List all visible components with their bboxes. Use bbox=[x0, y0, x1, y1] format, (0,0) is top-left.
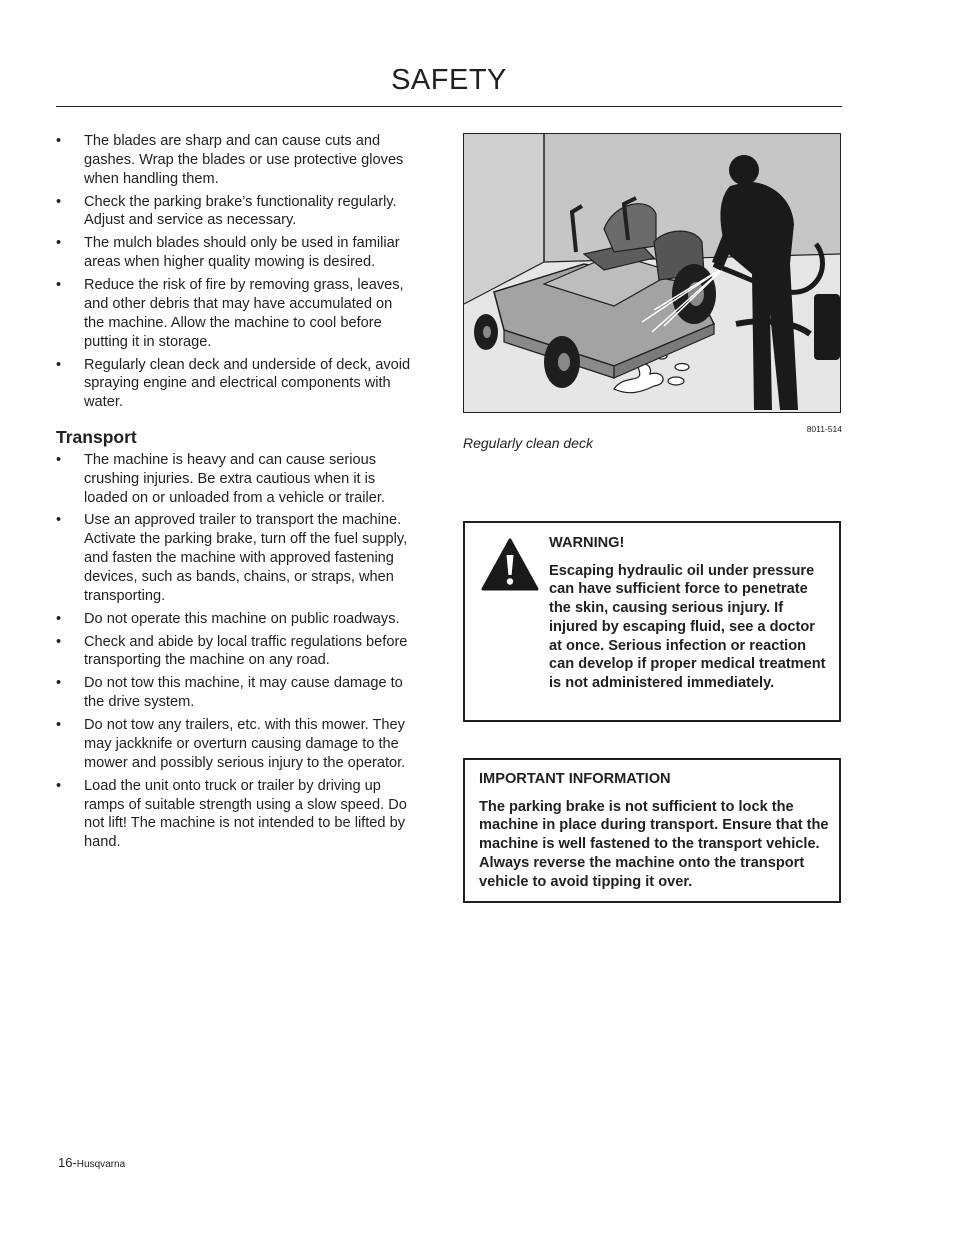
page-footer bbox=[58, 1155, 125, 1170]
list-item: • The machine is heavy and can cause serious crushing injuries. Be extra cautious when it is loaded on or unloaded from a vehicle or trailer. bbox=[56, 451, 385, 506]
list-item: • Do not tow any trailers, etc. with this mower. They may jackknife or overturn causing damage to the mower and possibly serious injury to the operator. bbox=[56, 717, 406, 771]
important-info-box bbox=[463, 758, 841, 903]
list-item: • Reduce the risk of fire by removing grass, leaves, and other debris that may have accumulated on the machine. Allow the machine to cool before putting it in storage. bbox=[56, 277, 404, 350]
list-item: • Do not operate this machine on public roadways. bbox=[56, 610, 400, 627]
safety-bullet-list bbox=[56, 132, 412, 412]
list-item: • The mulch blades should only be used in familiar areas when higher quality mowing is desired. bbox=[56, 235, 400, 271]
list-item: • The blades are sharp and can cause cuts and gashes. Wrap the blades or use protective gloves when handling them. bbox=[56, 133, 404, 187]
warning-triangle-icon bbox=[480, 537, 540, 597]
warning-body: Escaping hydraulic oil under pressure can have sufficient force to penetrate the skin, causing serious injury. If injured by escaping fluid, see a doctor at once. Serious infection or reaction can develop if proper medical treatment is not administered immediately. bbox=[549, 562, 826, 691]
deck-cleaning-illustration bbox=[463, 133, 841, 413]
list-item: • Do not tow this machine, it may cause damage to the drive system. bbox=[56, 675, 403, 711]
important-info-heading: IMPORTANT INFORMATION bbox=[479, 771, 671, 787]
important-info-body: The parking brake is not sufficient to lock the machine in place during transport. Ensure that the machine is well fastened to the transport vehicle. Always reverse the machine onto the transport vehicle to avoid tipping it over. bbox=[479, 798, 829, 890]
list-item: • Load the unit onto truck or trailer by driving up ramps of suitable strength using a slow speed. Do not lift! The machine is not intended to be lifted by hand. bbox=[56, 777, 407, 851]
important-info-text bbox=[479, 770, 831, 891]
list-item: • Check and abide by local traffic regulations before transporting the machine on any road. bbox=[56, 633, 408, 669]
warning-heading: WARNING! bbox=[549, 535, 625, 551]
warning-text bbox=[549, 534, 827, 693]
transport-heading: Transport bbox=[56, 426, 137, 447]
list-item: • Check the parking brake’s functionality regularly. Adjust and service as necessary. bbox=[56, 193, 397, 229]
title-divider bbox=[56, 106, 842, 107]
list-item: • Regularly clean deck and underside of deck, avoid spraying engine and electrical components with water. bbox=[56, 356, 411, 411]
list-item: • Use an approved trailer to transport the machine. Activate the parking brake, turn off the fuel supply, and fasten the machine with approved fastening devices, such as bands, chains, or straps, when transporting. bbox=[56, 512, 408, 604]
footer-brand: Husqvarna bbox=[76, 1159, 126, 1170]
page-number: 16- bbox=[58, 1155, 77, 1170]
page-title: SAFETY bbox=[391, 64, 507, 96]
figure-caption: Regularly clean deck bbox=[463, 435, 593, 451]
left-column bbox=[56, 132, 412, 856]
warning-box bbox=[463, 521, 841, 722]
transport-bullet-list bbox=[56, 451, 412, 852]
figure-code: 8011-514 bbox=[806, 424, 842, 434]
